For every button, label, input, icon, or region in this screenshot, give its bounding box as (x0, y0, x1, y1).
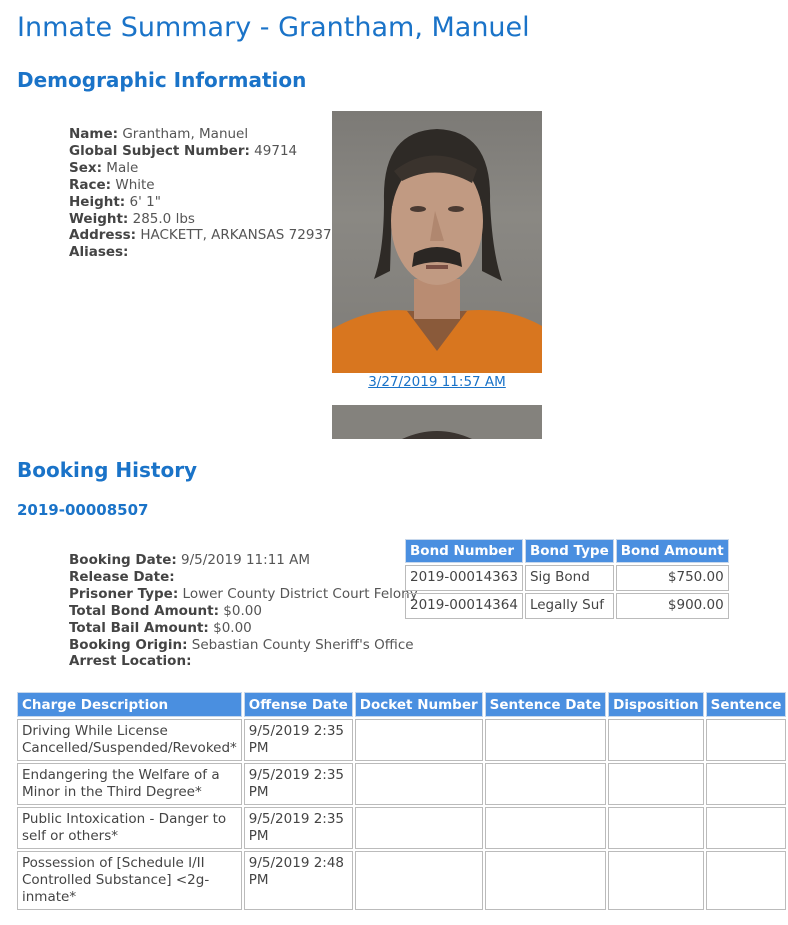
charges-table-header (17, 692, 786, 717)
total-bail-amount-field: Total Bail Amount: $0.00 (69, 619, 252, 636)
docket-number-cell (355, 851, 483, 910)
mugshot-photo-secondary (332, 405, 542, 439)
offense-date-cell: 9/5/2019 2:48 PM (244, 851, 353, 910)
booking-info (69, 552, 418, 670)
total-bond-amount-field: Total Bond Amount: $0.00 (69, 602, 262, 619)
charge-description-cell: Public Intoxication - Danger to self or others* (17, 807, 242, 849)
sentence-cell (706, 719, 787, 761)
release-date-field: Release Date: (69, 568, 175, 585)
race-field: Race: White (69, 176, 155, 193)
disposition-header: Disposition (608, 692, 703, 717)
bond-row (405, 593, 729, 619)
sentence-header: Sentence (706, 692, 787, 717)
booking-history-heading: Booking History (17, 458, 198, 482)
docket-number-cell (355, 763, 483, 805)
charge-row (17, 719, 786, 761)
bond-amount-cell: $750.00 (616, 565, 729, 591)
offense-date-cell: 9/5/2019 2:35 PM (244, 763, 353, 805)
arrest-location-field: Arrest Location: (69, 653, 192, 670)
disposition-cell (608, 851, 703, 910)
bond-table-header (405, 539, 729, 563)
bond-type-cell: Sig Bond (525, 565, 614, 591)
bond-number-header: Bond Number (405, 539, 523, 563)
docket-number-header: Docket Number (355, 692, 483, 717)
sentence-date-cell (485, 807, 607, 849)
charge-description-cell: Possession of [Schedule I/II Controlled Substance] <2g-inmate* (17, 851, 242, 910)
sentence-cell (706, 807, 787, 849)
bond-table (403, 537, 731, 621)
disposition-cell (608, 763, 703, 805)
mugshot-date-link[interactable]: 3/27/2019 11:57 AM (368, 374, 506, 390)
sentence-cell (706, 763, 787, 805)
bond-number-cell: 2019-00014363 (405, 565, 523, 591)
charges-table (15, 690, 788, 912)
offense-date-header: Offense Date (244, 692, 353, 717)
global-subject-number-field: Global Subject Number: 49714 (69, 142, 298, 159)
booking-number: 2019-00008507 (17, 501, 149, 519)
address-field: Address: HACKETT, ARKANSAS 72937 (69, 227, 332, 244)
docket-number-cell (355, 807, 483, 849)
sentence-date-cell (485, 763, 607, 805)
docket-number-cell (355, 719, 483, 761)
booking-date-field: Booking Date: 9/5/2019 11:11 AM (69, 552, 311, 568)
aliases-field: Aliases: (69, 244, 129, 261)
bond-number-cell: 2019-00014364 (405, 593, 523, 619)
disposition-cell (608, 807, 703, 849)
name-field: Name: Grantham, Manuel (69, 126, 249, 142)
charge-row (17, 807, 786, 849)
weight-field: Weight: 285.0 lbs (69, 210, 195, 227)
sentence-date-cell (485, 719, 607, 761)
prisoner-type-field: Prisoner Type: Lower County District Court Felony (69, 585, 418, 602)
bond-type-cell: Legally Suf (525, 593, 614, 619)
bond-row (405, 565, 729, 591)
mugshot-photo (332, 111, 542, 373)
bond-amount-header: Bond Amount (616, 539, 729, 563)
charge-description-cell: Endangering the Welfare of a Minor in the Third Degree* (17, 763, 242, 805)
sentence-cell (706, 851, 787, 910)
demographic-heading: Demographic Information (17, 68, 307, 92)
offense-date-cell: 9/5/2019 2:35 PM (244, 807, 353, 849)
charge-description-cell: Driving While License Cancelled/Suspended/Revoked* (17, 719, 242, 761)
charge-row (17, 763, 786, 805)
bond-type-header: Bond Type (525, 539, 614, 563)
demographic-info (69, 126, 332, 261)
charge-row (17, 851, 786, 910)
page-title: Inmate Summary - Grantham, Manuel (17, 12, 530, 43)
sentence-date-cell (485, 851, 607, 910)
charges-table-container (15, 690, 782, 915)
height-field: Height: 6' 1" (69, 193, 161, 210)
sex-field: Sex: Male (69, 159, 139, 176)
offense-date-cell: 9/5/2019 2:35 PM (244, 719, 353, 761)
charge-description-header: Charge Description (17, 692, 242, 717)
booking-origin-field: Booking Origin: Sebastian County Sheriff's Office (69, 636, 414, 653)
disposition-cell (608, 719, 703, 761)
bond-amount-cell: $900.00 (616, 593, 729, 619)
sentence-date-header: Sentence Date (485, 692, 607, 717)
